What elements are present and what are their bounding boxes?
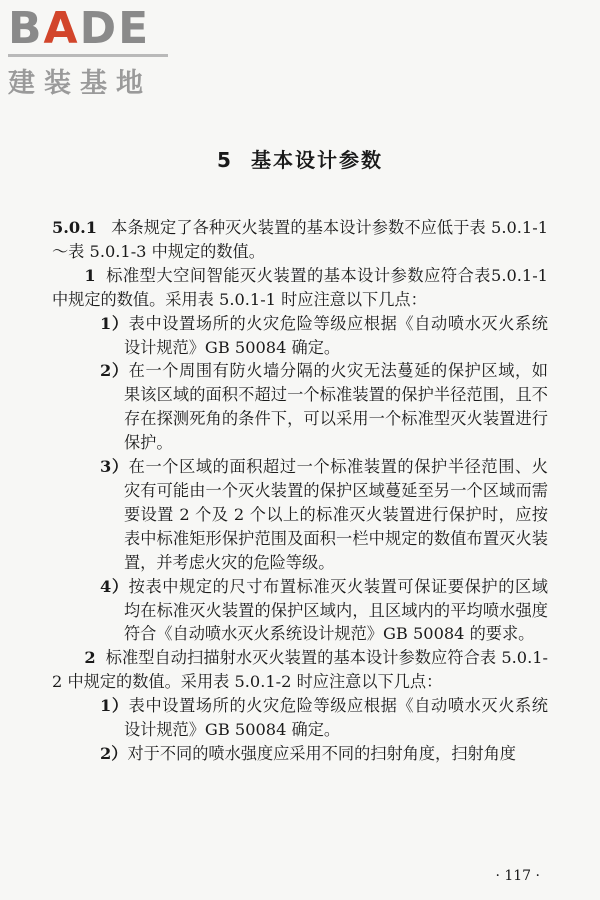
section-number: 5.0.1 [52, 218, 98, 237]
chapter-title-text: 基本设计参数 [250, 148, 383, 172]
chapter-number: 5 [217, 148, 233, 172]
subclause-2-text: 标准型自动扫描射水灭火装置的基本设计参数应符合表 5.0.1-2 中规定的数值。采用表 5.0.1-2 时应注意以下几点： [52, 648, 548, 692]
subclause-1-text: 标准型大空间智能灭火装置的基本设计参数应符合表5.0.1-1中规定的数值。采用表 5.0.1-1 时应注意以下几点： [52, 265, 548, 309]
list-item-number: 2） [100, 743, 128, 763]
subclause-1 [52, 264, 548, 312]
logo-divider [8, 54, 168, 57]
list-item-text: 表中设置场所的火灾危险等级应根据《自动喷水灭火系统设计规范》GB 50084 确定。 [124, 696, 548, 740]
list-item [52, 575, 548, 647]
subclause-2 [52, 646, 548, 694]
list-item [52, 312, 548, 360]
section-paragraph [52, 216, 548, 264]
subclause-2-number: 2 [84, 648, 96, 668]
list-item [52, 359, 548, 455]
list-item-text: 在一个周围有防火墙分隔的火灾无法蔓延的保护区域，如果该区域的面积不超过一个标准装置的保护半径范围，且不存在探测死角的条件下，可以采用一个标准型灭火装置进行保护。 [124, 361, 548, 453]
site-logo [8, 3, 178, 100]
page-number: · 117 · [495, 868, 540, 884]
subclause-1-number: 1 [84, 265, 96, 285]
document-body [52, 216, 548, 766]
list-item-number: 1） [100, 313, 129, 333]
list-item-text: 按表中规定的尺寸布置标准灭火装置可保证要保护的区域均在标准灭火装置的保护区域内，且区域内的平均喷水强度符合《自动喷水灭火系统设计规范》GB 50084 的要求。 [124, 576, 548, 644]
chapter-title [0, 144, 600, 173]
list-item [52, 455, 548, 575]
list-item-text: 表中设置场所的火灾危险等级应根据《自动喷水灭火系统设计规范》GB 50084 确定。 [124, 313, 548, 357]
list-item-number: 1） [100, 696, 129, 716]
logo-wordmark: BADE [8, 3, 151, 54]
list-item [52, 742, 548, 766]
list-item-text: 对于不同的喷水强度应采用不同的扫射角度，扫射角度 [127, 743, 516, 763]
logo-chinese-name: 建装基地 [8, 68, 152, 99]
list-item-text: 在一个区域的面积超过一个标准装置的保护半径范围、火灾有可能由一个灭火装置的保护区域蔓延至另一个区域而需要设置 2 个及 2 个以上的标准灭火装置进行保护时，应按表中标准矩形保护范围及面积一栏中规定的数值布置灭火装置，并考虑火灾的危险等级。 [124, 457, 548, 572]
list-item-number: 3） [100, 457, 129, 477]
list-item-number: 4） [100, 576, 129, 596]
list-item-number: 2） [100, 361, 129, 381]
list-item [52, 694, 548, 742]
section-text: 本条规定了各种灭火装置的基本设计参数不应低于表 5.0.1-1～表 5.0.1-3 中规定的数值。 [52, 218, 548, 261]
